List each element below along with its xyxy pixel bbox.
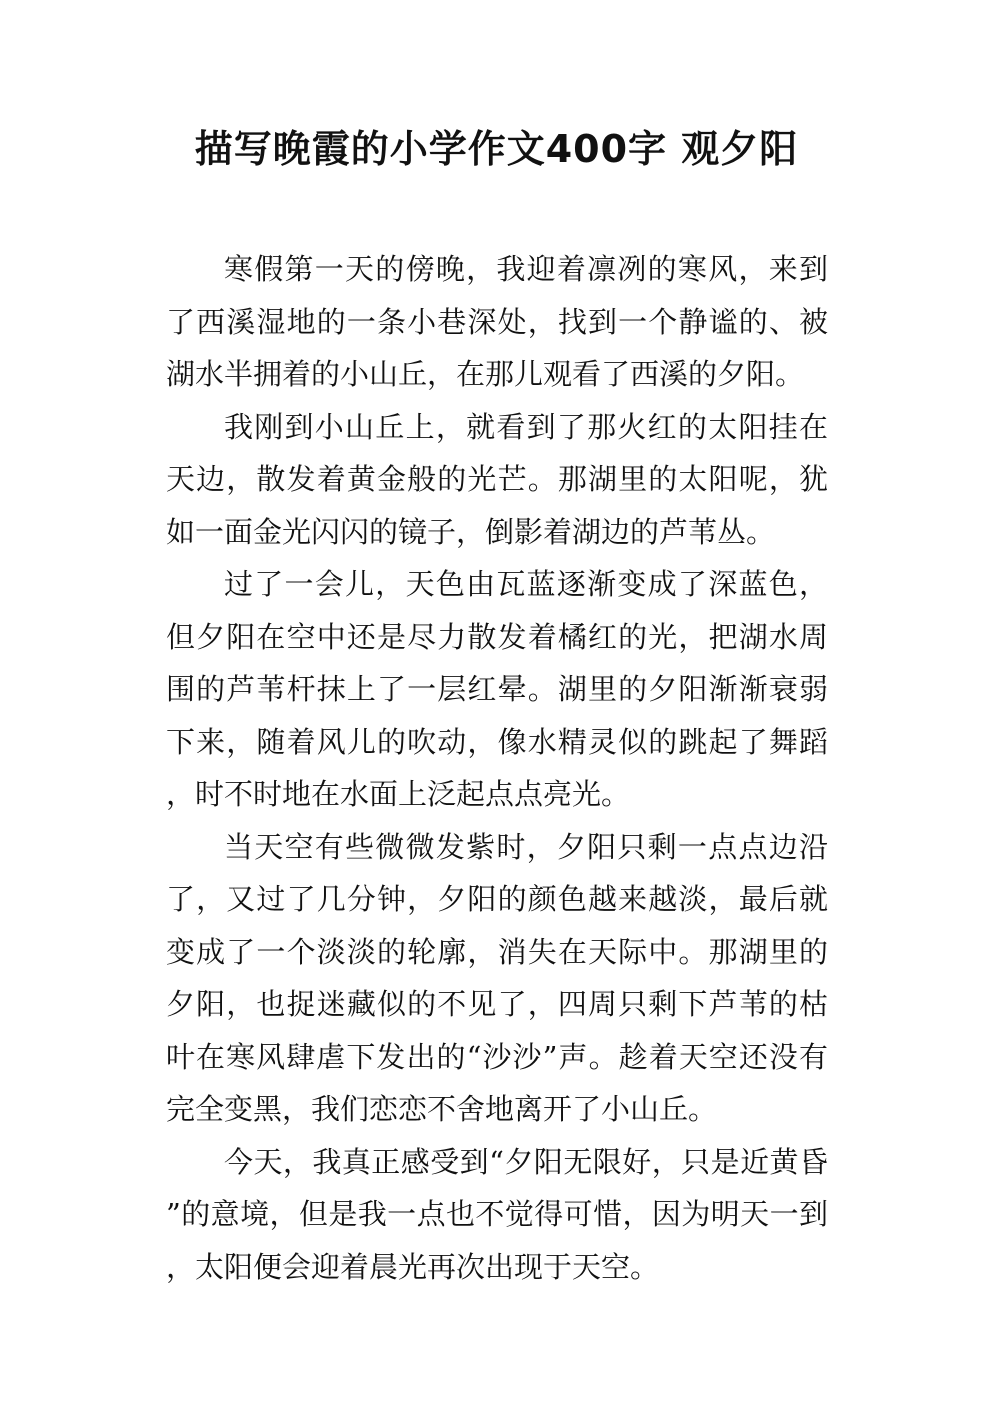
paragraph-5: 今天，我真正感受到“夕阳无限好，只是近黄昏”的意境，但是我一点也不觉得可惜，因为明天一到，太阳便会迎着晨光再次出现于天空。 (166, 1144, 828, 1284)
paragraph-4: 当天空有些微微发紫时，夕阳只剩一点点边沿了，又过了几分钟，夕阳的颜色越来越淡，最后就变成了一个淡淡的轮廓，消失在天际中。那湖里的夕阳，也捉迷藏似的不见了，四周只剩下芦苇的枯叶在寒风肆虐下发出的“沙沙”声。趁着天空还没有完全变黑，我们恋恋不舍地离开了小山丘。 (166, 829, 828, 1126)
document-title: 描写晚霞的小学作文400字 观夕阳 (194, 127, 799, 171)
paragraph-1: 寒假第一天的傍晚，我迎着凛冽的寒风，来到了西溪湿地的一条小巷深处，找到一个静谧的、被湖水半拥着的小山丘，在那儿观看了西溪的夕阳。 (166, 252, 828, 391)
essay-body (166, 243, 828, 1293)
paragraph-3: 过了一会儿，天色由瓦蓝逐渐变成了深蓝色，但夕阳在空中还是尽力散发着橘红的光，把湖水周围的芦苇杆抹上了一层红晕。湖里的夕阳渐渐衰弱下来，随着风儿的吹动，像水精灵似的跳起了舞蹈，时不时地在水面上泛起点点亮光。 (166, 567, 828, 811)
paragraph-2: 我刚到小山丘上，就看到了那火红的太阳挂在天边，散发着黄金般的光芒。那湖里的太阳呢，犹如一面金光闪闪的镜子，倒影着湖边的芦苇丛。 (166, 409, 828, 549)
